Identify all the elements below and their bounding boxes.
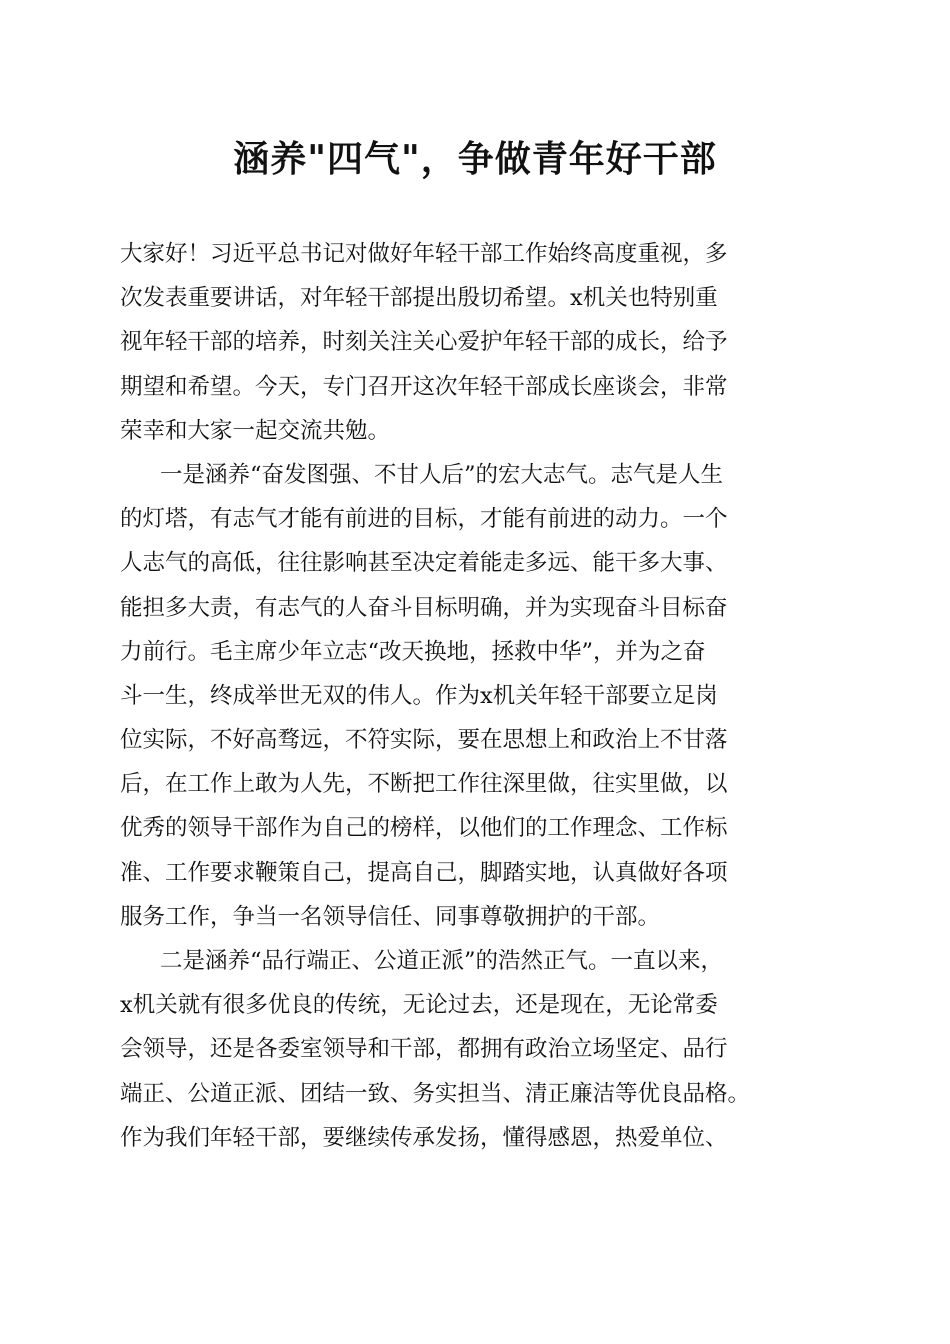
body-line: 端正、公道正派、团结一致、务实担当、清正廉洁等优良品格。 (120, 1080, 751, 1107)
body-line: 服务工作，争当一名领导信任、同事尊敬拥护的干部。 (120, 903, 661, 930)
paragraph-one-heading-line: 一是涵养“奋发图强、不甘人后”的宏大志气。志气是人生 (160, 461, 724, 488)
body-line: 荣幸和大家一起交流共勉。 (120, 417, 391, 444)
body-line: 人志气的高低，往往影响甚至决定着能走多远、能干多大事、 (120, 550, 728, 577)
body-line: 次发表重要讲话，对年轻干部提出殷切希望。x机关也特别重 (120, 285, 718, 312)
body-line: 优秀的领导干部作为自己的榜样，以他们的工作理念、工作标 (120, 815, 728, 842)
body-line: 位实际，不好高骛远，不符实际，要在思想上和政治上不甘落 (120, 727, 728, 754)
body-line: 大家好！习近平总书记对做好年轻干部工作始终高度重视，多 (120, 241, 728, 267)
paragraph-two-heading-line: 二是涵养“品行端正、公道正派”的浩然正气。一直以来， (160, 948, 724, 974)
body-line: 期望和希望。今天，专门召开这次年轻干部成长座谈会，非常 (120, 373, 728, 400)
body-line: 斗一生，终成举世无双的伟人。作为x机关年轻干部要立足岗 (120, 682, 718, 709)
body-line: 后，在工作上敢为人先，不断把工作往深里做，往实里做，以 (120, 771, 728, 798)
body-line: 作为我们年轻干部，要继续传承发扬，懂得感恩，热爱单位、 (120, 1124, 728, 1151)
body-line: 会领导，还是各委室领导和干部，都拥有政治立场坚定、品行 (120, 1036, 728, 1063)
body-line: 的灯塔，有志气才能有前进的目标，才能有前进的动力。一个 (120, 506, 728, 533)
body-line: 准、工作要求鞭策自己，提高自己，脚踏实地，认真做好各项 (120, 859, 728, 886)
body-line: 能担多大责，有志气的人奋斗目标明确，并为实现奋斗目标奋 (120, 594, 728, 621)
body-line: 力前行。毛主席少年立志“改天换地，拯救中华”，并为之奋 (120, 638, 706, 665)
document-body (120, 232, 832, 1160)
body-line: x机关就有很多优良的传统，无论过去，还是现在，无论常委 (120, 992, 718, 1019)
document-title: 涵养"四气"，争做青年好干部 (233, 138, 717, 180)
body-line: 视年轻干部的培养，时刻关注关心爱护年轻干部的成长，给予 (120, 329, 728, 356)
